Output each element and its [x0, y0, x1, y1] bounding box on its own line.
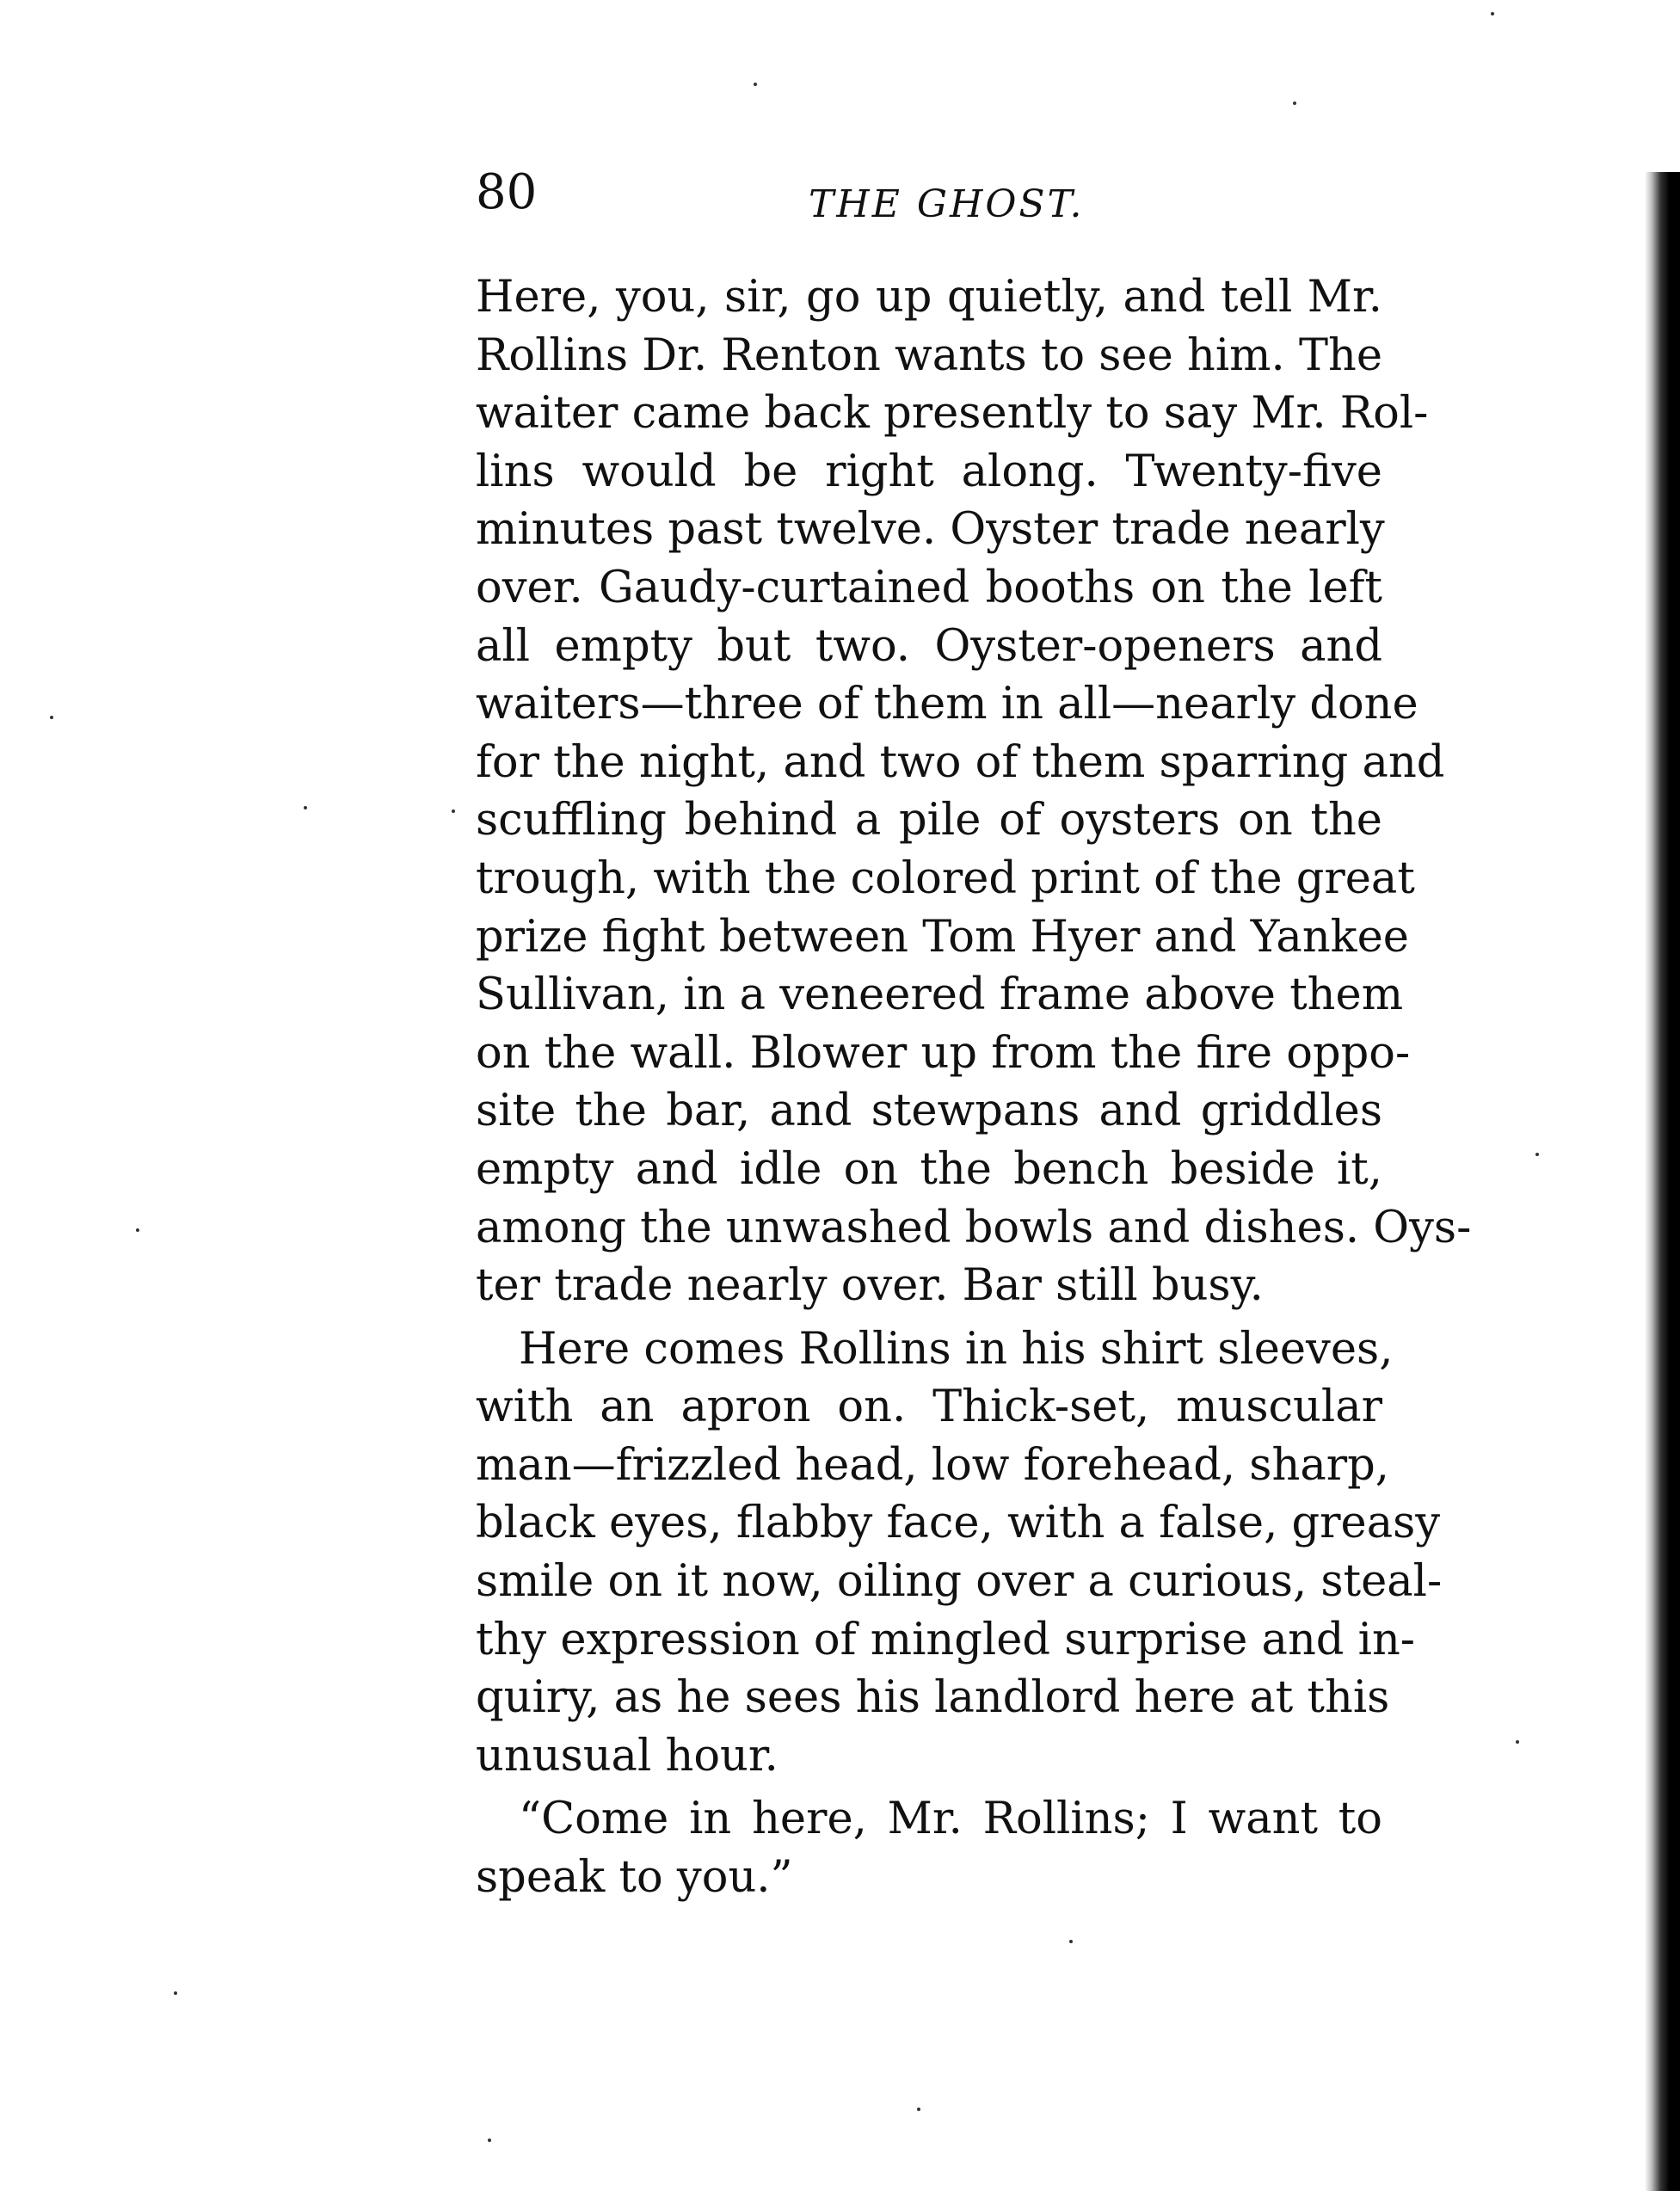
text-line: on the wall. Blower up from the fire oppo-: [476, 1027, 1411, 1079]
text-line: Here comes Rollins in his shirt sleeves,: [519, 1323, 1394, 1375]
text-line: for the night, and two of them sparring and: [476, 736, 1445, 788]
book-spine-shadow: [1645, 172, 1680, 2191]
scan-speck: [488, 2139, 491, 2142]
text-line: “Come in here, Mr. Rollins; I want to: [519, 1794, 1382, 1845]
text-line: waiter came back presently to say Mr. Rol-: [476, 388, 1429, 440]
scan-speck: [1069, 1940, 1073, 1943]
text-line: man—frizzled head, low forehead, sharp,: [476, 1439, 1389, 1491]
text-line: speak to you.”: [476, 1852, 793, 1904]
scan-speck: [50, 716, 53, 719]
text-line: waiters—three of them in all—nearly done: [476, 679, 1418, 730]
scan-speck: [917, 2108, 920, 2111]
text-line: smile on it now, oiling over a curious, steal-: [476, 1556, 1443, 1608]
text-line: black eyes, flabby face, with a false, greasy: [476, 1498, 1441, 1549]
text-line: prize fight between Tom Hyer and Yankee: [476, 911, 1409, 963]
text-line: minutes past twelve. Oyster trade nearly: [476, 504, 1385, 556]
scan-speck: [136, 1228, 139, 1232]
scan-speck: [1516, 1740, 1519, 1744]
text-line: lins would be right along. Twenty-five: [476, 446, 1382, 497]
text-line: trough, with the colored print of the great: [476, 852, 1415, 904]
text-line: unusual hour.: [476, 1730, 778, 1782]
text-line: Rollins Dr. Renton wants to see him. The: [476, 329, 1382, 381]
text-line: ter trade nearly over. Bar still busy.: [476, 1260, 1264, 1312]
text-line: scuffling behind a pile of oysters on the: [476, 795, 1382, 846]
text-line: quiry, as he sees his landlord here at this: [476, 1672, 1390, 1724]
text-line: with an apron on. Thick-set, muscular: [476, 1382, 1382, 1433]
text-line: over. Gaudy-curtained booths on the left: [476, 562, 1382, 613]
scan-speck: [304, 806, 307, 809]
scan-speck: [1491, 12, 1494, 15]
text-line: Sullivan, in a veneered frame above them: [476, 969, 1404, 1021]
scan-speck: [1293, 102, 1296, 105]
body-text: [476, 268, 1472, 1907]
text-line: site the bar, and stewpans and griddles: [476, 1086, 1382, 1137]
scan-speck: [754, 83, 757, 86]
scan-speck: [174, 1991, 177, 1995]
scan-speck: [1535, 1153, 1539, 1156]
text-line: Here, you, sir, go up quietly, and tell Mr.: [476, 272, 1382, 323]
text-line: empty and idle on the bench beside it,: [476, 1143, 1382, 1195]
text-line: among the unwashed bowls and dishes. Oys-: [476, 1202, 1472, 1253]
running-title: THE GHOST.: [809, 182, 1085, 226]
text-line: thy expression of mingled surprise and in-: [476, 1614, 1416, 1665]
scan-speck: [452, 809, 455, 813]
page-number: 80: [476, 164, 538, 220]
text-line: all empty but two. Oyster-openers and: [476, 620, 1382, 672]
